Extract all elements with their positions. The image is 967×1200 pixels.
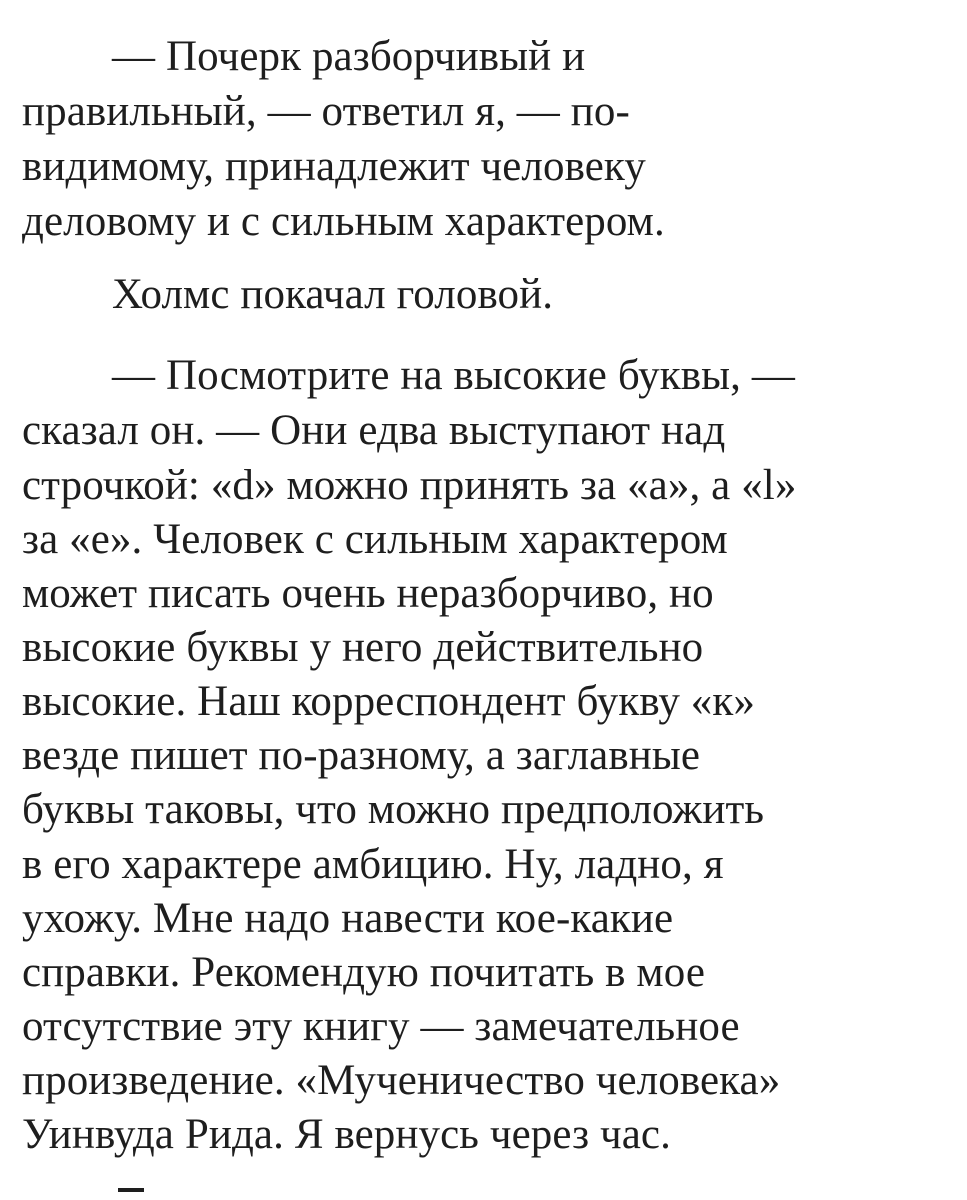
text-line: за «е». Человек с сильным характером <box>22 516 728 563</box>
text-line: может писать очень неразборчиво, но <box>22 570 714 617</box>
text-line: высокие. Наш корреспондент букву «к» <box>22 678 755 725</box>
text-line: строчкой: «d» можно принять за «а», а «l» <box>22 462 797 509</box>
text-line: правильный, — ответил я, — по- <box>22 88 630 135</box>
text-line: Уинвуда Рида. Я вернусь через час. <box>22 1111 671 1158</box>
text-line: высокие буквы у него действительно <box>22 624 704 671</box>
text-line: ухожу. Мне надо навести кое-какие <box>22 895 674 942</box>
text-line: везде пишет по-разному, а заглавные <box>22 732 701 779</box>
text-line: сказал он. — Они едва выступают над <box>22 407 726 454</box>
text-line: Холмс покачал головой. <box>112 271 554 318</box>
text-line: видимому, принадлежит человеку <box>22 143 646 190</box>
cut-off-next-line <box>118 1188 144 1192</box>
text-line: деловому и с сильным характером. <box>22 198 665 245</box>
text-line: в его характере амбицию. Ну, ладно, я <box>22 841 724 888</box>
text-line: произведение. «Мученичество человека» <box>22 1057 781 1104</box>
text-line: — Посмотрите на высокие буквы, — <box>112 352 795 399</box>
text-line: отсутствие эту книгу — замечательное <box>22 1003 740 1050</box>
text-line: — Почерк разборчивый и <box>112 33 586 80</box>
text-line: буквы таковы, что можно предположить <box>22 786 765 833</box>
text-line: справки. Рекомендую почитать в мое <box>22 949 706 996</box>
